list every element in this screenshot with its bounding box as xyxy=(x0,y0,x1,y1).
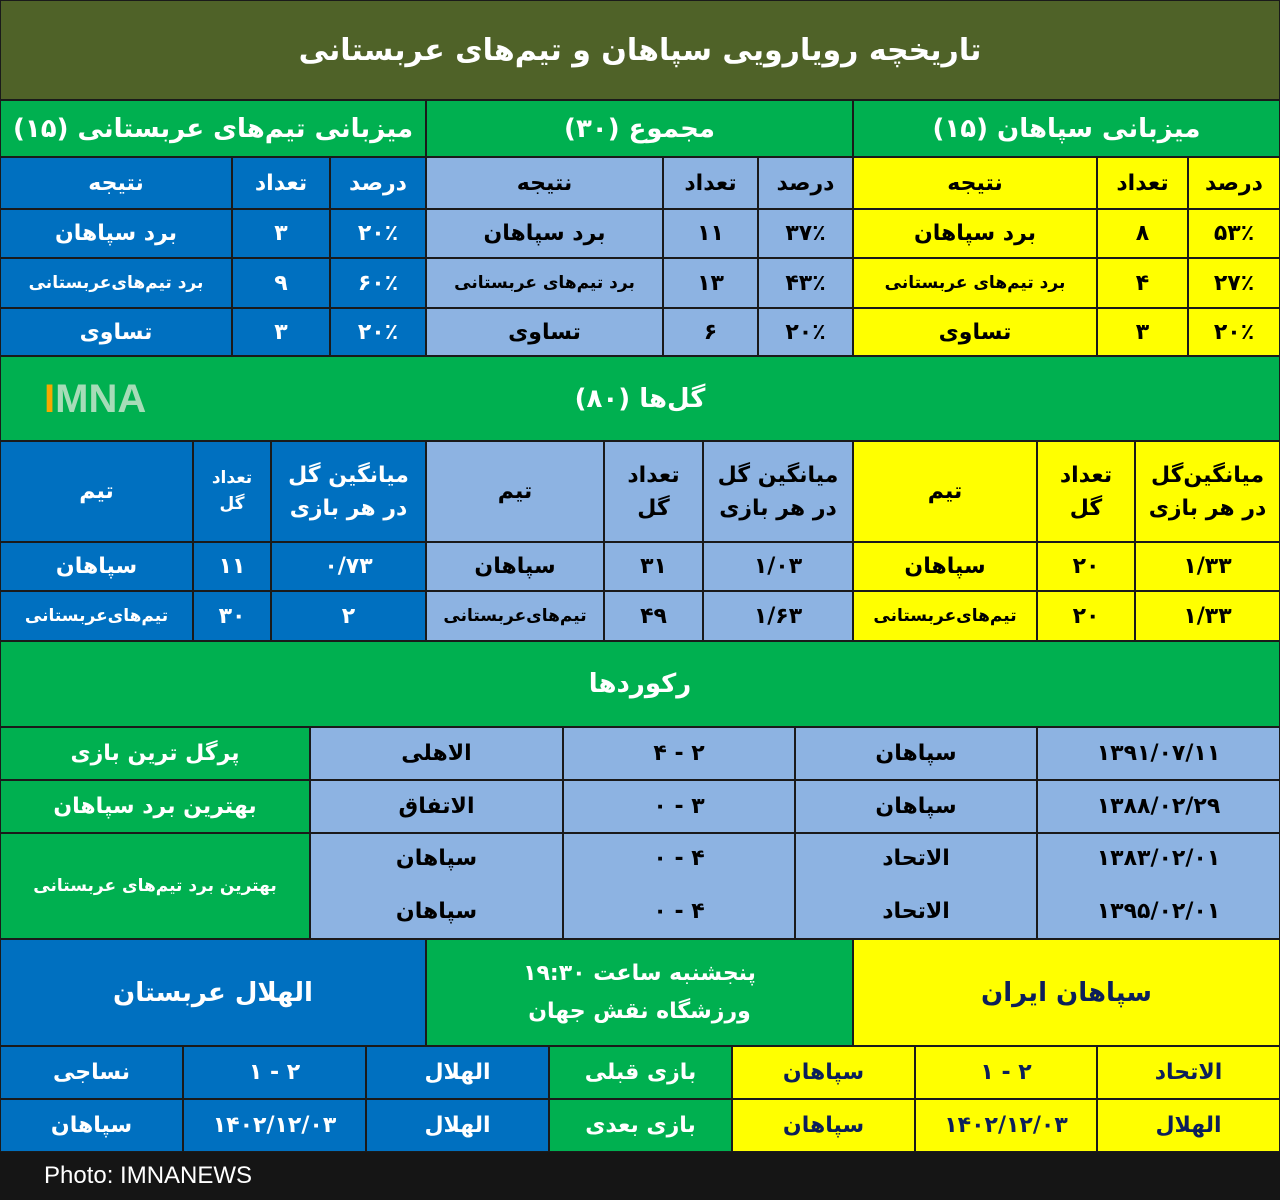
table-cell-result: تساوی xyxy=(0,308,232,356)
alhilal-prev-team: الهلال xyxy=(366,1046,549,1099)
table-cell-team: تیم‌های‌عربستانی xyxy=(0,591,193,641)
match-info xyxy=(426,939,853,1046)
previous-match-label: بازی قبلی xyxy=(549,1046,732,1099)
record-scores xyxy=(563,833,795,939)
saudi-home-header: میزبانی تیم‌های عربستانی (۱۵) xyxy=(0,100,426,157)
record-date: ۱۳۸۸/۰۲/۲۹ xyxy=(1037,780,1280,833)
col-header-avg-goals: میانگین گل در هر بازی xyxy=(703,441,853,542)
sepahan-next-date: ۱۴۰۲/۱۲/۰۳ xyxy=(915,1099,1097,1152)
record-label: پرگل ترین بازی xyxy=(0,727,310,780)
table-cell-count: ۸ xyxy=(1097,209,1188,258)
table-cell-avg: ۲ xyxy=(271,591,426,641)
record-home-team: الاتحاد xyxy=(882,846,950,872)
record-label: بهترین برد تیم‌های عربستانی xyxy=(0,833,310,939)
record-away-team: سپاهان xyxy=(395,846,478,872)
table-cell-result: برد سپاهان xyxy=(853,209,1097,258)
table-cell-count: ۹ xyxy=(232,258,330,308)
sepahan-prev-score: ۲ - ۱ xyxy=(915,1046,1097,1099)
col-header-avg-goals: میانگین‌گل در هر بازی xyxy=(1135,441,1280,542)
table-cell-avg: ۱/۳۳ xyxy=(1135,591,1280,641)
table-cell-count: ۳ xyxy=(1097,308,1188,356)
col-header-count: تعداد xyxy=(1097,157,1188,209)
table-cell-count: ۴۹ xyxy=(604,591,703,641)
col-header-team: تیم xyxy=(0,441,193,542)
col-header-goal-count: تعداد گل xyxy=(604,441,703,542)
table-cell-team: سپاهان xyxy=(0,542,193,591)
record-home-team: سپاهان xyxy=(795,727,1037,780)
table-cell-percent: ۲۰٪ xyxy=(1188,308,1280,356)
col-header-goal-count: تعداد گل xyxy=(1037,441,1135,542)
col-header-team: تیم xyxy=(853,441,1037,542)
table-cell-percent: ۴۳٪ xyxy=(758,258,853,308)
table-cell-avg: ۱/۰۳ xyxy=(703,542,853,591)
alhilal-prev-opponent: نساجی xyxy=(0,1046,183,1099)
table-cell-count: ۱۳ xyxy=(663,258,758,308)
records-header: رکوردها xyxy=(0,641,1280,727)
sepahan-prev-team: سپاهان xyxy=(732,1046,915,1099)
alhilal-next-date: ۱۴۰۲/۱۲/۰۳ xyxy=(183,1099,366,1152)
table-cell-avg: ۰/۷۳ xyxy=(271,542,426,591)
table-cell-count: ۳۱ xyxy=(604,542,703,591)
sepahan-next-team: سپاهان xyxy=(732,1099,915,1152)
table-cell-percent: ۲۰٪ xyxy=(330,308,426,356)
table-cell-result: برد تیم‌های‌عربستانی xyxy=(0,258,232,308)
col-header-count: تعداد xyxy=(232,157,330,209)
record-date: ۱۳۹۱/۰۷/۱۱ xyxy=(1037,727,1280,780)
record-date: ۱۳۸۳/۰۲/۰۱ xyxy=(1096,846,1221,872)
record-away-team: سپاهان xyxy=(395,899,478,924)
sepahan-next-opponent: الهلال xyxy=(1097,1099,1280,1152)
table-cell-team: سپاهان xyxy=(853,542,1037,591)
record-score: ۴ - ۰ xyxy=(653,846,705,872)
record-dates xyxy=(1037,833,1280,939)
goals-header: گل‌ها (۸۰) xyxy=(0,356,1280,441)
table-cell-result: برد سپاهان xyxy=(426,209,663,258)
col-header-goal-count: تعداد گل xyxy=(193,441,271,542)
table-cell-count: ۶ xyxy=(663,308,758,356)
table-cell-result: برد تیم‌های عربستانی xyxy=(426,258,663,308)
table-cell-count: ۳۰ xyxy=(193,591,271,641)
table-cell-avg: ۱/۶۳ xyxy=(703,591,853,641)
table-cell-avg: ۱/۳۳ xyxy=(1135,542,1280,591)
col-header-result: نتیجه xyxy=(0,157,232,209)
table-cell-count: ۲۰ xyxy=(1037,591,1135,641)
col-header-result: نتیجه xyxy=(853,157,1097,209)
col-header-percent: درصد xyxy=(1188,157,1280,209)
sepahan-prev-opponent: الاتحاد xyxy=(1097,1046,1280,1099)
record-score: ۳ - ۰ xyxy=(563,780,795,833)
table-cell-percent: ۲۷٪ xyxy=(1188,258,1280,308)
table-cell-percent: ۶۰٪ xyxy=(330,258,426,308)
sepahan-home-header: میزبانی سپاهان (۱۵) xyxy=(853,100,1280,157)
record-away-team: الاهلی xyxy=(310,727,563,780)
record-home-teams xyxy=(795,833,1037,939)
table-cell-result: برد سپاهان xyxy=(0,209,232,258)
match-venue: ورزشگاه نقش جهان xyxy=(528,998,751,1024)
home-team-name: سپاهان ایران xyxy=(853,939,1280,1046)
page-title: تاریخچه رویارویی سپاهان و تیم‌های عربستانی xyxy=(0,0,1280,100)
table-cell-result: تساوی xyxy=(853,308,1097,356)
table-cell-count: ۱۱ xyxy=(193,542,271,591)
record-home-team: الاتحاد xyxy=(882,899,950,924)
alhilal-prev-score: ۲ - ۱ xyxy=(183,1046,366,1099)
col-header-team: تیم xyxy=(426,441,604,542)
total-header: مجموع (۳۰) xyxy=(426,100,853,157)
table-cell-result: تساوی xyxy=(426,308,663,356)
photo-credit: Photo: IMNANEWS xyxy=(44,1162,253,1189)
table-cell-count: ۳ xyxy=(232,209,330,258)
table-cell-team: سپاهان xyxy=(426,542,604,591)
table-cell-percent: ۵۳٪ xyxy=(1188,209,1280,258)
table-cell-team: تیم‌های‌عربستانی xyxy=(853,591,1037,641)
table-cell-result: برد تیم‌های عربستانی xyxy=(853,258,1097,308)
table-cell-percent: ۲۰٪ xyxy=(330,209,426,258)
table-cell-percent: ۲۰٪ xyxy=(758,308,853,356)
record-score: ۴ - ۰ xyxy=(653,899,705,924)
table-cell-count: ۱۱ xyxy=(663,209,758,258)
record-home-team: سپاهان xyxy=(795,780,1037,833)
col-header-count: تعداد xyxy=(663,157,758,209)
next-match-label: بازی بعدی xyxy=(549,1099,732,1152)
alhilal-next-team: الهلال xyxy=(366,1099,549,1152)
away-team-name: الهلال عربستان xyxy=(0,939,426,1046)
record-score: ۲ - ۴ xyxy=(563,727,795,780)
record-label: بهترین برد سپاهان xyxy=(0,780,310,833)
col-header-result: نتیجه xyxy=(426,157,663,209)
table-cell-team: تیم‌های‌عربستانی xyxy=(426,591,604,641)
col-header-avg-goals: میانگین گل در هر بازی xyxy=(271,441,426,542)
match-time: پنجشنبه ساعت ۱۹:۳۰ xyxy=(523,961,756,987)
imna-watermark-logo: IMNA xyxy=(44,377,147,421)
table-cell-count: ۳ xyxy=(232,308,330,356)
record-away-team: الاتفاق xyxy=(310,780,563,833)
col-header-percent: درصد xyxy=(330,157,426,209)
table-cell-percent: ۳۷٪ xyxy=(758,209,853,258)
table-cell-count: ۴ xyxy=(1097,258,1188,308)
record-date: ۱۳۹۵/۰۲/۰۱ xyxy=(1096,899,1221,924)
table-cell-count: ۲۰ xyxy=(1037,542,1135,591)
alhilal-next-opponent: سپاهان xyxy=(0,1099,183,1152)
col-header-percent: درصد xyxy=(758,157,853,209)
record-away-teams xyxy=(310,833,563,939)
